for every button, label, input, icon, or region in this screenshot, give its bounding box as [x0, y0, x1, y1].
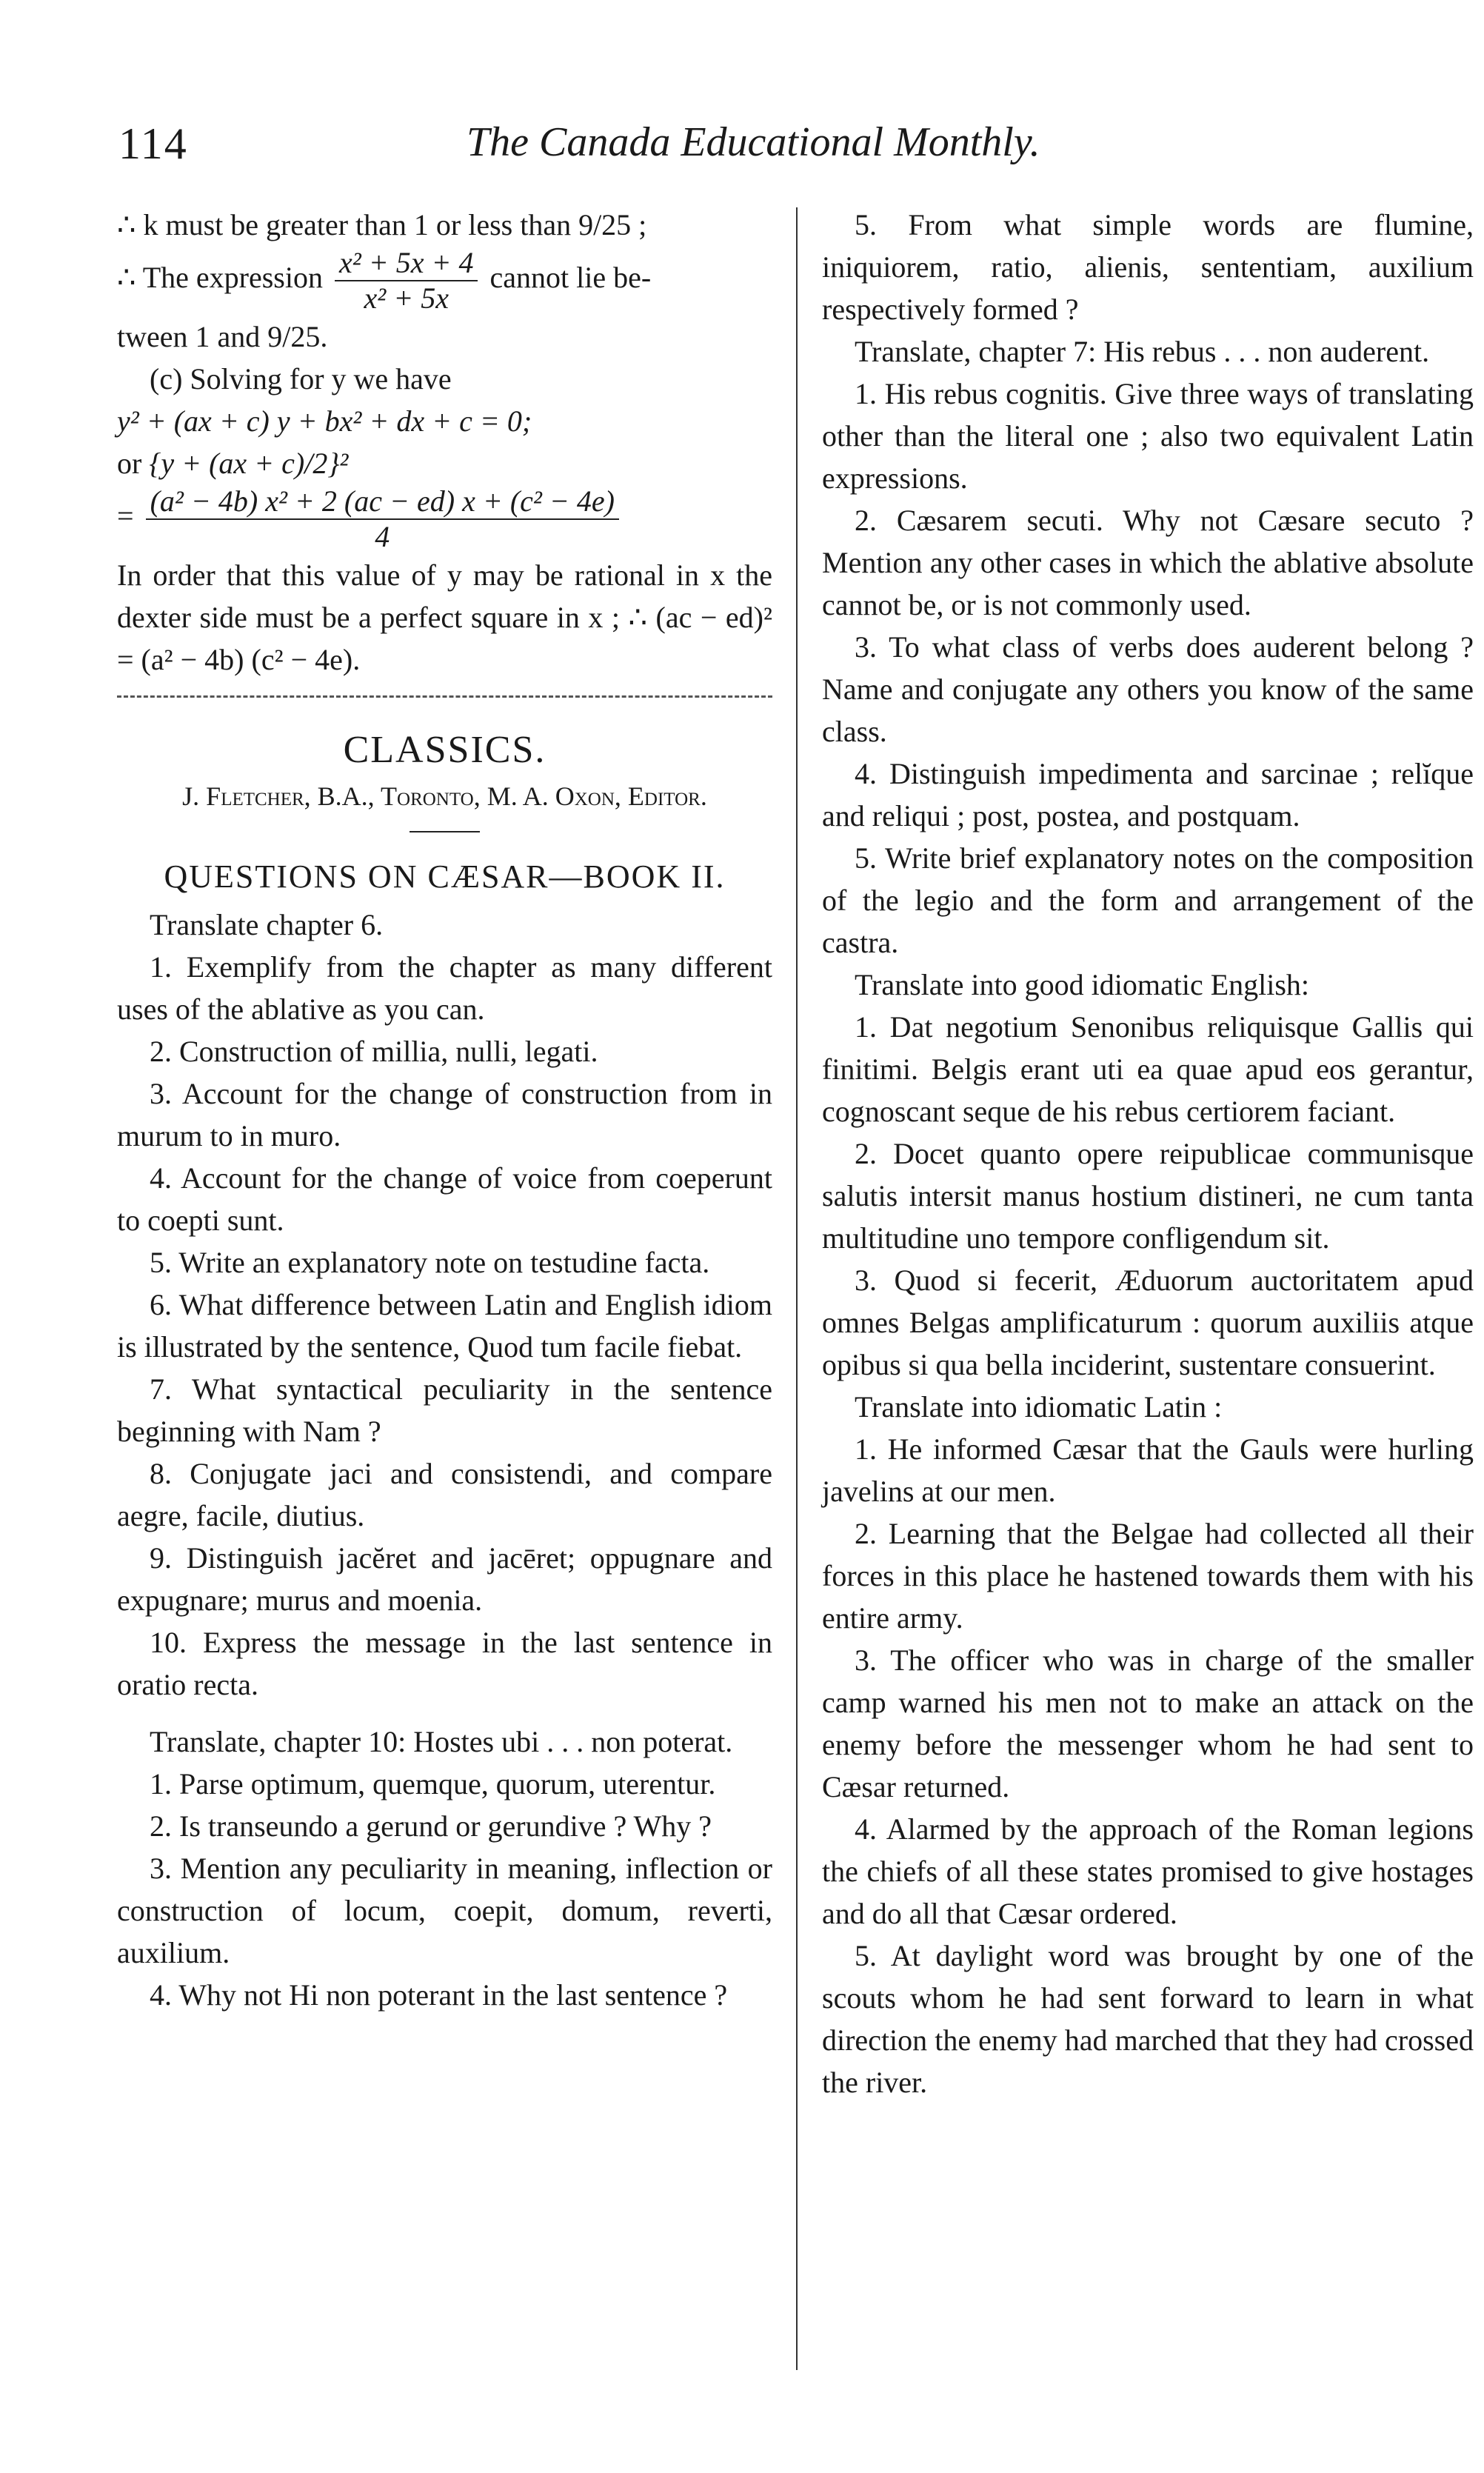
math-line: or {y + (ax + c)/2}²: [117, 447, 349, 480]
passage-item: 2. Docet quanto opere reipublicae communisque salutis intersit manus hostium distineri, ne cum tanta multitudine uno tempore confligendum sit.: [822, 1137, 1474, 1255]
question-item: 1. Parse optimum, quemque, quorum, uterentur.: [150, 1767, 716, 1800]
question-item: 3. Account for the change of construction from in murum to in muro.: [117, 1077, 772, 1152]
question-item: 4. Distinguish impedimenta and sarcinae ; relĭque and reliqui ; post, postea, and postquam.: [822, 757, 1474, 832]
question-item: 6. What difference between Latin and English idiom is illustrated by the sentence, Quod tum facile fiebat.: [117, 1288, 772, 1364]
question-item: 3. Mention any peculiarity in meaning, inflection or construction of locum, coepit, domum, reverti, auxilium.: [117, 1852, 772, 1969]
translate-instruction: Translate chapter 6.: [150, 908, 384, 941]
running-title: The Canada Educational Monthly.: [467, 119, 1040, 165]
math-line: tween 1 and 9/25.: [117, 320, 328, 353]
question-item: 2. Cæsarem secuti. Why not Cæsare secuto ? Mention any other cases in which the ablative absolute cannot be, or is not commonly used.: [822, 504, 1474, 621]
left-column: [117, 204, 772, 2016]
passage-item: 3. The officer who was in charge of the smaller camp warned his men not to make an attack on the enemy before the messenger whom he had sent to Cæsar returned.: [822, 1643, 1474, 1803]
editor-line: J. Fletcher, B.A., Toronto, M. A. Oxon, Editor.: [182, 781, 707, 811]
passage-item: 3. Quod si fecerit, Æduorum auctoritatem apud omnes Belgas amplificaturum : quorum auxiliis atque opibus si qua bella inciderint, sustentare consuerint.: [822, 1264, 1474, 1381]
question-item: 4. Why not Hi non poterant in the last sentence ?: [150, 1978, 728, 2012]
question-item: 1. Exemplify from the chapter as many different uses of the ablative as you can.: [117, 950, 772, 1026]
passage-item: 4. Alarmed by the approach of the Roman legions the chiefs of all these states promised to give hostages and do all that Cæsar ordered.: [822, 1812, 1474, 1930]
question-item: 5. From what simple words are flumine, iniquiorem, ratio, alienis, sententiam, auxilium respectively formed ?: [822, 208, 1474, 326]
question-item: 10. Express the message in the last sentence in oratio recta.: [117, 1626, 772, 1701]
column-divider: [796, 207, 798, 2370]
right-column: [822, 204, 1474, 2103]
questions-heading: QUESTIONS ON CÆSAR—BOOK II.: [164, 858, 726, 895]
short-rule: [410, 831, 480, 832]
section-divider: [117, 695, 772, 698]
math-line: In order that this value of y may be rational in x the dexter side must be a perfect square in x ; ∴ (ac − ed)² = (a² − 4b) (c² − 4e).: [117, 558, 772, 676]
math-line: ∴ The expression $\frac{\text{x² + 5x + 4}}{\text{x² + 5x}}$ cannot lie be-: [117, 246, 652, 315]
question-item: 3. To what class of verbs does auderent belong ? Name and conjugate any others you know of the same class.: [822, 630, 1474, 748]
passage-item: 1. Dat negotium Senonibus reliquisque Gallis qui finitimi. Belgis erant uti ea quae apud eos gerantur, cognoscant seque de his rebus certiorem faciant.: [822, 1010, 1474, 1128]
math-solution: [117, 204, 772, 681]
math-line: (c) Solving for y we have: [150, 362, 452, 396]
translate-instruction: Translate, chapter 10: Hostes ubi . . . non poterat.: [150, 1725, 733, 1758]
translate-instruction: Translate, chapter 7: His rebus . . . non auderent.: [855, 335, 1430, 368]
translate-instruction: Translate into idiomatic Latin :: [855, 1390, 1223, 1424]
math-line: = $\frac{\text{(a² − 4b) x² + 2 (ac − ed) x + (c² − 4e)}}{4}$: [117, 484, 772, 554]
page-header: [118, 119, 1140, 178]
question-item: 5. Write an explanatory note on testudine facta.: [150, 1246, 710, 1279]
question-item: 9. Distinguish jacĕret and jacēret; oppugnare and expugnare; murus and moenia.: [117, 1541, 772, 1617]
question-item: 8. Conjugate jaci and consistendi, and compare aegre, facile, diutius.: [117, 1457, 772, 1532]
section-heading: CLASSICS.: [343, 729, 547, 771]
question-item: 2. Construction of millia, nulli, legati.: [150, 1035, 598, 1068]
fraction: $\frac{\text{(a² − 4b) x² + 2 (ac − ed) x + (c² − 4e)}}{4}$: [146, 484, 619, 554]
passage-item: 1. He informed Cæsar that the Gauls were hurling javelins at our men.: [822, 1432, 1474, 1508]
passage-item: 2. Learning that the Belgae had collected all their forces in this place he hastened towards them with his entire army.: [822, 1517, 1474, 1635]
translate-instruction: Translate into good idiomatic English:: [855, 968, 1310, 1001]
question-item: 7. What syntactical peculiarity in the sentence beginning with Nam ?: [117, 1372, 772, 1448]
page-number: 114: [118, 119, 188, 168]
question-item: 2. Is transeundo a gerund or gerundive ? Why ?: [150, 1809, 712, 1843]
passage-item: 5. At daylight word was brought by one of the scouts whom he had sent forward to learn in what direction the enemy had marched that they had crossed the river.: [822, 1939, 1474, 2099]
fraction: $\frac{\text{x² + 5x + 4}}{\text{x² + 5x}}$: [335, 246, 478, 316]
math-equation: y² + (ax + c) y + bx² + dx + c = 0;: [117, 404, 532, 438]
question-item: 1. His rebus cognitis. Give three ways of translating other than the literal one ; also two equivalent Latin expressions.: [822, 377, 1474, 495]
question-item: 5. Write brief explanatory notes on the composition of the legio and the form and arrangement of the castra.: [822, 841, 1474, 959]
question-item: 4. Account for the change of voice from coeperunt to coepti sunt.: [117, 1161, 772, 1237]
math-line: ∴ k must be greater than 1 or less than 9/25 ;: [117, 208, 647, 241]
